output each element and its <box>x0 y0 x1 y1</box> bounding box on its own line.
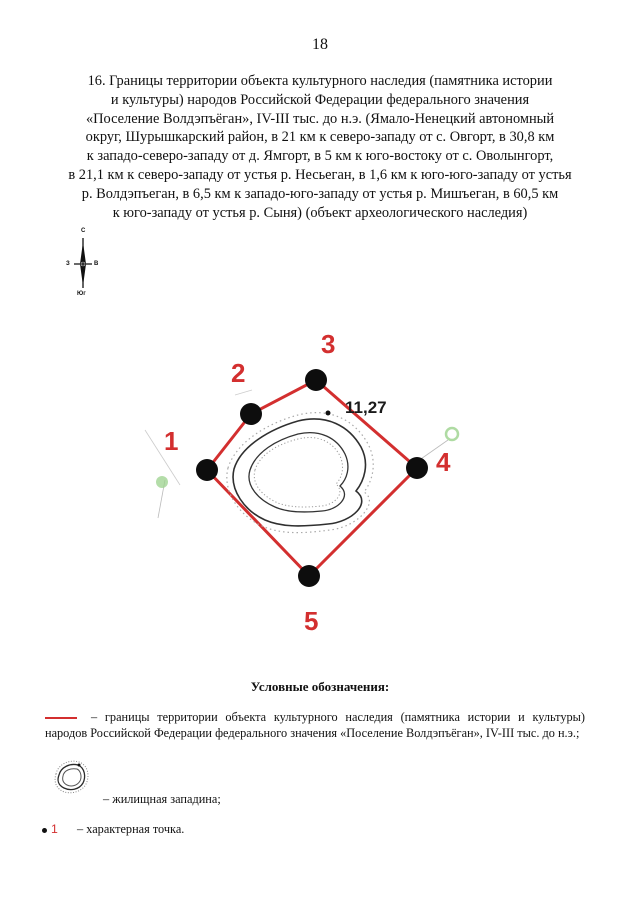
legend-point-row <box>42 822 184 837</box>
page-number: 18 <box>312 36 328 53</box>
dwelling-pit-inner-outline <box>249 433 348 512</box>
green-marker-icon <box>446 428 458 440</box>
title-line: округ, Шурышкарский район, в 21 км к северо-западу от с. Овгорт, в 30,8 км <box>85 129 555 146</box>
point-2-label: 2 <box>231 358 246 388</box>
point-1-label: 1 <box>164 426 179 456</box>
document-title <box>30 72 610 222</box>
point-5-marker <box>298 565 320 587</box>
compass-south-label: Юг <box>77 291 86 297</box>
point-3-label: 3 <box>321 329 336 359</box>
legend-boundary-row <box>45 709 585 741</box>
title-line: 16. Границы территории объекта культурного наследия (памятника истории <box>87 73 553 89</box>
point-1-marker <box>196 459 218 481</box>
title-line: «Поселение Волдэпъёган», IV-III тыс. до н.э. (Ямало-Ненецкий автономный <box>85 110 555 127</box>
compass-rose <box>62 228 110 300</box>
compass-east-label: В <box>94 261 99 267</box>
legend-boundary-text: – границы территории объекта культурного наследия (памятника истории и культуры) народов Российской Федерации федерального значения «Поселение Волдэпъёган», IV-III тыс. до н.э.; <box>45 710 585 740</box>
title-line: к юго-западу от устья р. Сыня) (объект археологического наследия) <box>112 204 528 221</box>
point-5-label: 5 <box>304 606 319 636</box>
point-4-marker <box>406 457 428 479</box>
dwelling-pit-icon <box>48 756 92 798</box>
point-3-marker <box>305 369 327 391</box>
measurement-label: 11,27 <box>345 398 387 417</box>
point-4-label: 4 <box>436 447 451 477</box>
compass-north-label: С <box>81 228 86 234</box>
point-2-marker <box>240 403 262 425</box>
legend-point-sample: 1 <box>51 822 58 836</box>
boundary-map-canvas <box>140 320 480 650</box>
legend-dwelling-row <box>48 756 448 806</box>
legend-title: Условные обозначения: <box>250 679 390 694</box>
dwelling-pit-outline <box>233 419 365 526</box>
green-marker-icon <box>156 476 168 488</box>
title-line: и культуры) народов Российской Федерации федерального значения <box>110 91 530 108</box>
compass-west-label: З <box>66 261 70 267</box>
title-line: к западо-северо-западу от д. Ямгорт, в 5 км к юго-востоку от с. Оволынгорт, <box>86 148 554 165</box>
title-line: р. Волдэпъеган, в 6,5 км к западо-юго-западу от устья р. Мишъеган, в 60,5 км <box>81 185 559 202</box>
point-dot-icon <box>42 828 47 833</box>
pit-marker-dot <box>326 411 331 416</box>
legend-dwelling-text: – жилищная западина; <box>103 792 221 806</box>
boundary-map <box>140 320 480 650</box>
title-line: в 21,1 км к северо-западу от устья р. Несьеган, в 1,6 км к юго-юго-западу от устья <box>68 166 572 183</box>
legend-point-text: – характерная точка. <box>77 822 185 836</box>
boundary-line-icon <box>45 717 77 719</box>
guide-line <box>235 390 252 395</box>
